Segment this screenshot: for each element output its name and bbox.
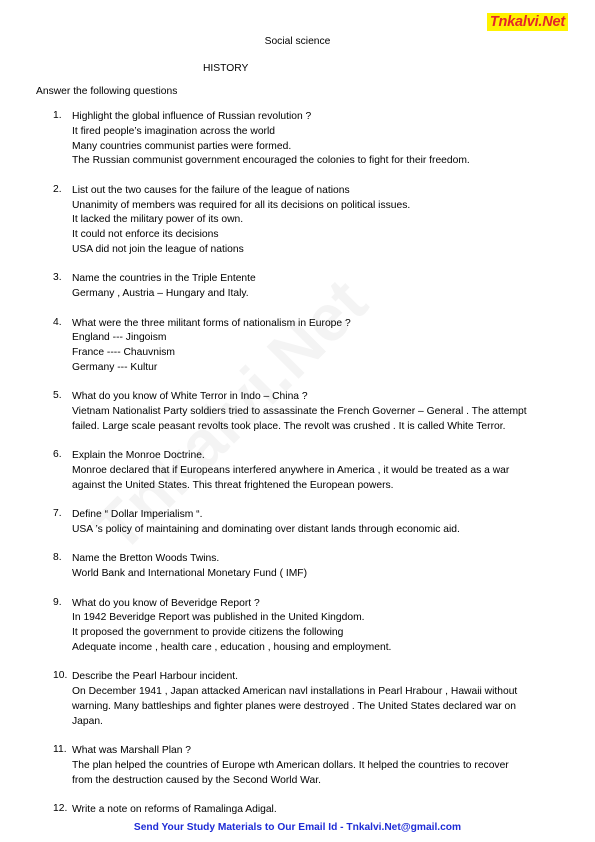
answer-line: from the destruction caused by the Second World War. — [72, 774, 321, 786]
answer-line: Germany --- Kultur — [72, 361, 158, 373]
subject-title — [0, 36, 595, 47]
question-body — [72, 390, 567, 434]
question-item — [0, 803, 595, 818]
question-body — [72, 552, 567, 582]
question-number: 9. — [53, 596, 62, 608]
answer-line: The Russian communist government encouraged the colonies to fight for their freedom. — [72, 155, 470, 167]
section-heading: HISTORY — [203, 63, 249, 74]
question-text: What was Marshall Plan ? — [72, 745, 192, 757]
answer-line: Adequate income , health care , education , housing and employment. — [72, 642, 392, 654]
question-text: Name the Bretton Woods Twins. — [72, 553, 220, 565]
answer-line: Japan. — [72, 715, 103, 727]
question-text: What do you know of White Terror in Indo – China ? — [72, 391, 308, 403]
question-number: 6. — [53, 449, 62, 461]
question-body — [72, 184, 567, 258]
answer-line: Many countries communist parties were formed. — [72, 140, 292, 152]
question-text: Write a note on reforms of Ramalinga Adigal. — [72, 804, 277, 816]
footer-email-note: Send Your Study Materials to Our Email Id - Tnkalvi.Net@gmail.com — [133, 822, 462, 833]
question-text: Name the countries in the Triple Entente — [72, 273, 256, 285]
question-text: Explain the Monroe Doctrine. — [72, 450, 205, 462]
question-body — [72, 110, 567, 169]
answer-line: Vietnam Nationalist Party soldiers tried to assassinate the French Governer – General . The attempt — [72, 406, 527, 418]
question-item — [0, 184, 595, 258]
answer-line: warning. Many battleships and fighter planes were destroyed . The United States declared war on — [72, 701, 516, 713]
question-text: Describe the Pearl Harbour incident. — [72, 671, 238, 683]
answer-line: Germany , Austria – Hungary and Italy. — [72, 288, 249, 300]
question-text: What do you know of Beveridge Report ? — [72, 597, 260, 609]
question-number: 2. — [53, 183, 62, 195]
question-item — [0, 110, 595, 169]
answer-line: It proposed the government to provide citizens the following — [72, 627, 344, 639]
answer-line: The plan helped the countries of Europe wth American dollars. It helped the countries to recover — [72, 760, 509, 772]
answer-line: USA ’s policy of maintaining and dominating over distant lands through economic aid. — [72, 524, 460, 536]
question-item — [0, 744, 595, 788]
instruction-text: Answer the following questions — [36, 86, 178, 97]
question-body — [72, 670, 567, 729]
answer-line: On December 1941 , Japan attacked American navl installations in Pearl Hrabour , Hawaii without — [72, 686, 518, 698]
question-item — [0, 272, 595, 302]
question-body — [72, 317, 567, 376]
question-number: 7. — [53, 508, 62, 520]
question-item — [0, 317, 595, 376]
question-list — [0, 110, 595, 833]
answer-line: It fired people’s imagination across the world — [72, 125, 275, 137]
question-number: 12. — [53, 803, 68, 815]
question-item — [0, 449, 595, 493]
answer-line: against the United States. This threat frightened the European powers. — [72, 479, 394, 491]
question-number: 11. — [53, 744, 67, 756]
answer-line: failed. Large scale peasant revolts took place. The revolt was crushed . It is called White Terror. — [72, 420, 506, 432]
question-text: List out the two causes for the failure of the league of nations — [72, 184, 350, 196]
question-body — [72, 803, 567, 818]
question-text: Highlight the global influence of Russian revolution ? — [72, 111, 312, 122]
subject-text: Social science — [264, 36, 331, 47]
question-text: What were the three militant forms of nationalism in Europe ? — [72, 317, 351, 329]
question-number: 4. — [53, 316, 62, 328]
question-body — [72, 272, 567, 302]
answer-line: It could not enforce its decisions — [72, 229, 219, 241]
question-item — [0, 552, 595, 582]
question-body — [72, 449, 567, 493]
question-text: Define “ Dollar Imperialism “. — [72, 509, 203, 521]
question-item — [0, 670, 595, 729]
answer-line: In 1942 Beveridge Report was published in the United Kingdom. — [72, 612, 365, 624]
question-body — [72, 508, 567, 538]
question-number: 3. — [53, 272, 62, 284]
answer-line: Unanimity of members was required for all its decisions on political issues. — [72, 199, 411, 211]
answer-line: World Bank and International Monetary Fund ( IMF) — [72, 568, 308, 580]
answer-line: England --- Jingoism — [72, 332, 167, 344]
question-number: 8. — [53, 552, 62, 564]
brand-logo: Tnkalvi.Net — [487, 13, 568, 31]
question-item — [0, 508, 595, 538]
question-body — [72, 744, 567, 788]
question-number: 10. — [53, 670, 68, 682]
question-item — [0, 390, 595, 434]
question-number: 5. — [53, 390, 62, 402]
question-body — [72, 597, 567, 656]
question-number: 1. — [53, 110, 62, 121]
question-item — [0, 597, 595, 656]
answer-line: It lacked the military power of its own. — [72, 214, 244, 226]
answer-line: USA did not join the league of nations — [72, 243, 244, 255]
answer-line: Monroe declared that if Europeans interfered anywhere in America , it would be treated as a war — [72, 465, 510, 477]
answer-line: France ---- Chauvnism — [72, 347, 175, 359]
